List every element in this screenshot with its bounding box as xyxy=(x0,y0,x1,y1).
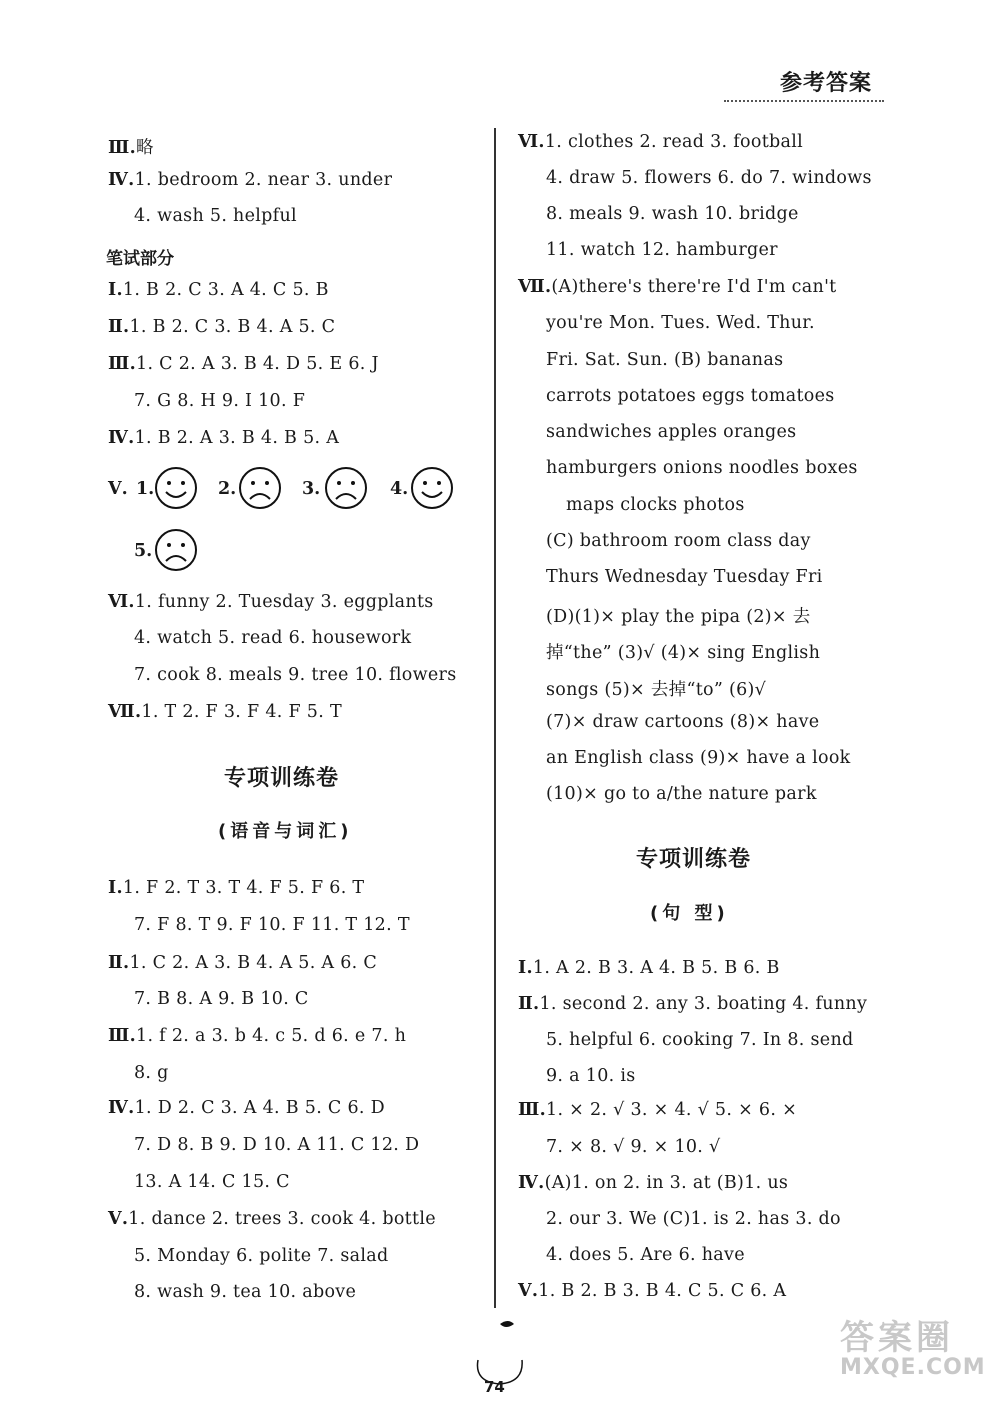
answer-line: Ⅲ.1. × 2. √ 3. × 4. √ 5. × 6. × xyxy=(518,1100,798,1120)
answer-line: Ⅶ.1. T 2. F 3. F 4. F 5. T xyxy=(108,702,342,722)
face-label: 4. xyxy=(390,479,409,499)
answer-line: carrots potatoes eggs tomatoes xyxy=(546,386,835,406)
answer-line: Ⅳ.1. bedroom 2. near 3. under xyxy=(108,170,393,190)
answer-line: Ⅱ.1. C 2. A 3. B 4. A 5. A 6. C xyxy=(108,953,378,973)
sad-face-icon xyxy=(324,466,368,510)
answer-line: 7. × 8. √ 9. × 10. √ xyxy=(546,1137,721,1157)
answer-line: Ⅲ.1. C 2. A 3. B 4. D 5. E 6. J xyxy=(108,354,379,374)
answer-line: 4. watch 5. read 6. housework xyxy=(134,628,412,648)
face-label: 1. xyxy=(136,479,155,499)
answer-line: songs (5)× 去掉“to” (6)√ xyxy=(546,680,767,700)
answer-line: Ⅲ.略 xyxy=(108,138,154,158)
answer-line: Ⅱ.1. second 2. any 3. boating 4. funny xyxy=(518,994,868,1014)
answer-line: (D)(1)× play the pipa (2)× 去 xyxy=(546,607,811,627)
answer-line: 13. A 14. C 15. C xyxy=(134,1172,290,1192)
header-dotted-rule xyxy=(724,100,884,102)
answer-line: 7. F 8. T 9. F 10. F 11. T 12. T xyxy=(134,915,410,935)
section-subtitle: (语音与词汇) xyxy=(218,821,353,842)
answer-line: Ⅴ.1. B 2. B 3. B 4. C 5. C 6. A xyxy=(518,1281,787,1301)
section-subtitle: (句 型) xyxy=(650,903,729,924)
answer-line: Ⅵ.1. clothes 2. read 3. football xyxy=(518,132,804,152)
answer-line: hamburgers onions noodles boxes xyxy=(546,458,858,478)
answer-line: 掉“the” (3)√ (4)× sing English xyxy=(546,643,821,663)
section-title: 专项训练卷 xyxy=(636,847,752,872)
page-number: 74 xyxy=(484,1378,505,1396)
answer-line: 2. our 3. We (C)1. is 2. has 3. do xyxy=(546,1209,841,1229)
face-label: 2. xyxy=(218,479,237,499)
face-label: 3. xyxy=(302,479,321,499)
smiley-face-icon xyxy=(410,466,454,510)
answer-line: Ⅴ.1. dance 2. trees 3. cook 4. bottle xyxy=(108,1209,436,1229)
answer-line: you're Mon. Tues. Wed. Thur. xyxy=(546,313,815,333)
answer-line: 8. wash 9. tea 10. above xyxy=(134,1282,357,1302)
answer-line: Ⅶ.(A)there's there're I'd I'm can't xyxy=(518,277,837,297)
face-label: 5. xyxy=(134,541,153,561)
answer-line: 8. g xyxy=(134,1063,169,1083)
answer-line: 5. Monday 6. polite 7. salad xyxy=(134,1246,389,1266)
answer-line: Ⅰ.1. B 2. C 3. A 4. C 5. B xyxy=(108,280,329,300)
written-part-heading: 笔试部分 xyxy=(106,249,174,269)
answer-line: Fri. Sat. Sun. (B) bananas xyxy=(546,350,784,370)
watermark-line-1: 答案圈 xyxy=(840,1318,954,1358)
answer-line: maps clocks photos xyxy=(566,495,745,515)
answer-line: 11. watch 12. hamburger xyxy=(546,240,778,260)
watermark-line-2: MXQE.COM xyxy=(840,1355,986,1380)
answer-line: Ⅳ.1. D 2. C 3. A 4. B 5. C 6. D xyxy=(108,1098,385,1118)
column-divider xyxy=(494,128,496,1308)
sad-face-icon xyxy=(238,466,282,510)
answer-line: 4. wash 5. helpful xyxy=(134,206,297,226)
smiley-face-icon xyxy=(154,466,198,510)
watermark xyxy=(840,1310,986,1380)
answer-line: 7. B 8. A 9. B 10. C xyxy=(134,989,309,1009)
answer-line: Thurs Wednesday Tuesday Fri xyxy=(546,567,823,587)
section-title: 专项训练卷 xyxy=(224,766,340,791)
answer-line: 4. does 5. Are 6. have xyxy=(546,1245,745,1265)
answer-line: Ⅳ.1. B 2. A 3. B 4. B 5. A xyxy=(108,428,340,448)
answer-line: sandwiches apples oranges xyxy=(546,422,797,442)
answer-line: Ⅵ.1. funny 2. Tuesday 3. eggplants xyxy=(108,592,434,612)
answer-line: (7)× draw cartoons (8)× have xyxy=(546,712,820,732)
answer-line: Ⅰ.1. A 2. B 3. A 4. B 5. B 6. B xyxy=(518,958,780,978)
answer-line: 4. draw 5. flowers 6. do 7. windows xyxy=(546,168,872,188)
answer-line: Ⅲ.1. f 2. a 3. b 4. c 5. d 6. e 7. h xyxy=(108,1026,407,1046)
answer-line: 5. helpful 6. cooking 7. In 8. send xyxy=(546,1030,854,1050)
answer-line: 7. G 8. H 9. I 10. F xyxy=(134,391,306,411)
answer-line: an English class (9)× have a look xyxy=(546,748,851,768)
answer-line: (C) bathroom room class day xyxy=(546,531,811,551)
answer-line: 9. a 10. is xyxy=(546,1066,636,1086)
answer-line: 7. cook 8. meals 9. tree 10. flowers xyxy=(134,665,457,685)
sad-face-icon xyxy=(154,528,198,572)
answer-line: Ⅱ.1. B 2. C 3. B 4. A 5. C xyxy=(108,317,336,337)
answer-line: 7. D 8. B 9. D 10. A 11. C 12. D xyxy=(134,1135,420,1155)
answer-line: Ⅳ.(A)1. on 2. in 3. at (B)1. us xyxy=(518,1173,789,1193)
faces-question-number: Ⅴ. xyxy=(108,479,128,499)
answer-line: (10)× go to a/the nature park xyxy=(546,784,817,804)
answer-line: 8. meals 9. wash 10. bridge xyxy=(546,204,799,224)
page-header-title: 参考答案 xyxy=(780,71,873,96)
answer-line: Ⅰ.1. F 2. T 3. T 4. F 5. F 6. T xyxy=(108,878,365,898)
